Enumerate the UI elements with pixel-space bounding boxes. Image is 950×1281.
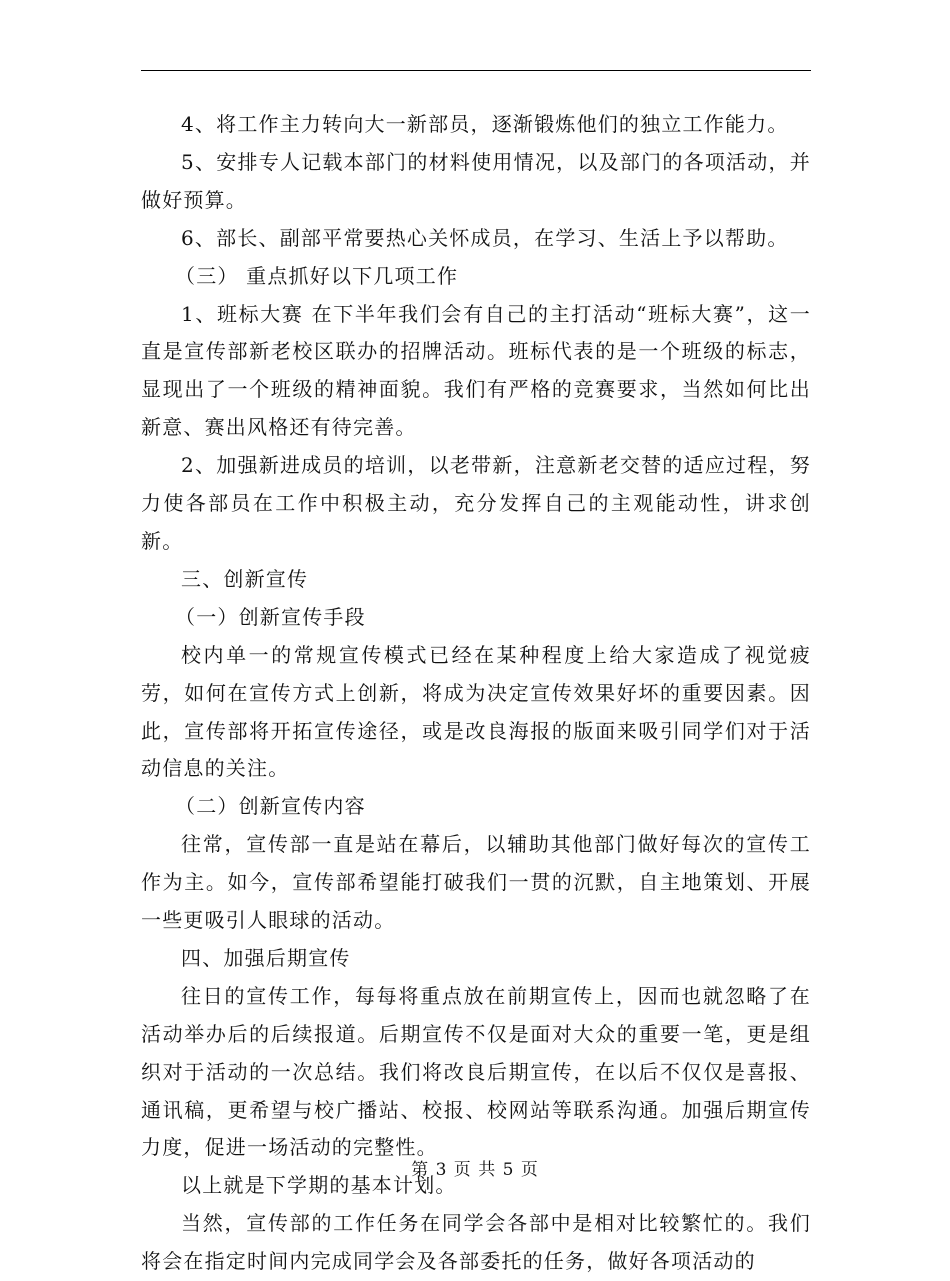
paragraph-innovate-content: 往常，宣传部一直是站在幕后，以辅助其他部门做好每次的宣传工作为主。如今，宣传部希望能打破我们一贯的沉默，自主地策划、开展一些更吸引人眼球的活动。: [141, 832, 811, 933]
section-heading-innovate-publicity: 三、创新宣传: [181, 566, 309, 591]
paragraph-plan-summary: 以上就是下学期的基本计划。: [181, 1173, 457, 1198]
paragraph-item-4: 4、将工作主力转向大一新部员，逐渐锻炼他们的独立工作能力。: [181, 112, 789, 136]
section-heading-post-publicity: 四、加强后期宣传: [181, 945, 351, 970]
paragraph-item-5: 5、安排专人记载本部门的材料使用情况，以及部门的各项活动，并做好预算。: [141, 149, 811, 212]
paragraph-item-6: 6、部长、副部平常要热心关怀成员，在学习、生活上予以帮助。: [181, 225, 789, 250]
subheading-innovate-methods: （一）创新宣传手段: [175, 604, 366, 629]
paragraph-post-publicity: 往日的宣传工作，每每将重点放在前期宣传上，因而也就忽略了在活动举办后的后续报道。后期宣传不仅是面对大众的重要一笔，更是组织对于活动的一次总结。我们将改良后期宣传，在以后不仅仅是喜报、通讯稿，更希望与校广播站、校报、校网站等联系沟通。加强后期宣传力度，促进一场活动的完整性。: [141, 983, 811, 1160]
paragraph-class-logo-contest: 1、班标大赛 在下半年我们会有自己的主打活动“班标大赛”，这一直是宣传部新老校区联办的招牌活动。班标代表的是一个班级的标志，显现出了一个班级的精神面貌。我们有严格的竞赛要求，当然如何比出新意、赛出风格还有待完善。: [141, 301, 811, 440]
paragraph-closing: 当然，宣传部的工作任务在同学会各部中是相对比较繁忙的。我们将会在指定时间内完成同学会及各部委托的任务，做好各项活动的: [141, 1211, 811, 1274]
paragraph-member-training: 2、加强新进成员的培训，以老带新，注意新老交替的适应过程，努力使各部员在工作中积极主动，充分发挥自己的主观能动性，讲求创新。: [141, 453, 811, 553]
header-rule: [141, 70, 811, 71]
page-number-footer: 第 3 页 共 5 页: [411, 1160, 539, 1180]
section-heading-three-focus: （三） 重点抓好以下几项工作: [175, 263, 459, 288]
document-body: [141, 106, 811, 1281]
subheading-innovate-content: （二）创新宣传内容: [175, 794, 366, 819]
paragraph-innovate-methods: 校内单一的常规宣传模式已经在某种程度上给大家造成了视觉疲劳，如何在宣传方式上创新，将成为决定宣传效果好坏的重要因素。因此，宣传部将开拓宣传途径，或是改良海报的版面来吸引同学们对于活动信息的关注。: [141, 642, 811, 781]
